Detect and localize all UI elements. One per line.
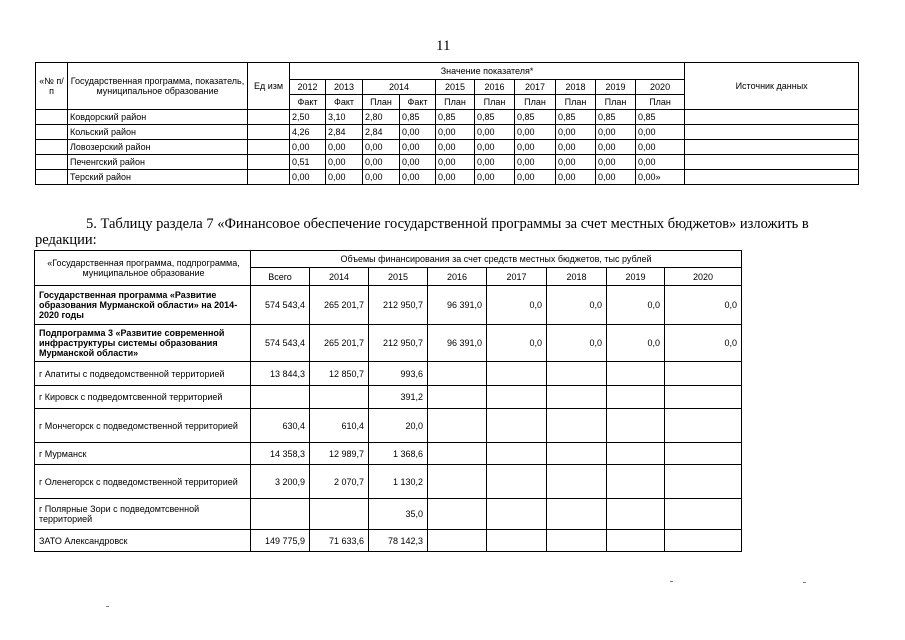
amount-cell <box>665 386 742 409</box>
indicator-value: 0,00 <box>596 140 636 155</box>
indicator-value: 0,00 <box>290 170 326 185</box>
table-row <box>35 443 742 465</box>
indicator-value: 0,00 <box>596 170 636 185</box>
row-name: г Апатиты с подведомственной территорией <box>35 362 251 386</box>
indicator-value: 0,00 <box>400 140 436 155</box>
amount-cell: 12 850,7 <box>310 362 369 386</box>
amount-cell: 0,0 <box>547 325 607 362</box>
indicator-value: 0,51 <box>290 155 326 170</box>
col-header: 2016 <box>428 268 487 286</box>
indicator-value: 0,00 <box>363 170 400 185</box>
indicator-value: 0,00 <box>475 170 515 185</box>
amount-cell <box>428 409 487 443</box>
table-row <box>35 286 742 325</box>
table-row <box>36 170 859 185</box>
empty-cell <box>36 125 68 140</box>
amount-cell: 993,6 <box>369 362 428 386</box>
amount-cell <box>487 386 547 409</box>
indicator-value: 0,00 <box>290 140 326 155</box>
amount-cell <box>251 386 310 409</box>
row-name: Государственная программа «Развитие образования Мурманской области» на 2014-2020 годы <box>35 286 251 325</box>
empty-cell <box>685 140 859 155</box>
kind-header: План <box>515 95 556 110</box>
indicator-value: 4,26 <box>290 125 326 140</box>
col-header: Всего <box>251 268 310 286</box>
empty-cell <box>685 125 859 140</box>
row-name: Подпрограмма 3 «Развитие современной инфраструктуры системы образования Мурманской области» <box>35 325 251 362</box>
amount-cell: 96 391,0 <box>428 325 487 362</box>
empty-cell <box>36 110 68 125</box>
amount-cell: 265 201,7 <box>310 286 369 325</box>
table-row <box>36 110 859 125</box>
indicator-value: 0,00 <box>515 170 556 185</box>
kind-header: План <box>475 95 515 110</box>
table-row <box>35 325 742 362</box>
amount-cell <box>607 443 665 465</box>
indicator-table <box>35 62 859 185</box>
indicator-value: 0,00 <box>436 170 475 185</box>
indicator-value: 0,85 <box>596 110 636 125</box>
indicator-value: 0,85 <box>436 110 475 125</box>
empty-cell <box>248 170 290 185</box>
indicator-value: 0,00 <box>326 140 363 155</box>
indicator-value: 0,00 <box>515 140 556 155</box>
scan-speck <box>803 582 806 583</box>
amount-cell <box>607 465 665 499</box>
amount-cell <box>428 465 487 499</box>
amount-cell: 574 543,4 <box>251 325 310 362</box>
empty-cell <box>248 140 290 155</box>
amount-cell: 12 989,7 <box>310 443 369 465</box>
empty-cell <box>248 125 290 140</box>
amount-cell: 0,0 <box>487 325 547 362</box>
table-row <box>36 155 859 170</box>
amount-cell <box>665 409 742 443</box>
indicator-value: 0,85 <box>515 110 556 125</box>
table-row <box>35 386 742 409</box>
amount-cell <box>607 362 665 386</box>
district-name: Терский район <box>68 170 248 185</box>
indicator-value: 0,00 <box>400 125 436 140</box>
amount-cell <box>428 530 487 552</box>
row-name: г Кировск с подведомтсвенной территорией <box>35 386 251 409</box>
row-name: г Полярные Зори с подведомтсвенной территорией <box>35 499 251 530</box>
amount-cell <box>547 499 607 530</box>
row-name: ЗАТО Александровск <box>35 530 251 552</box>
empty-cell <box>248 110 290 125</box>
amount-cell: 14 358,3 <box>251 443 310 465</box>
amount-cell <box>487 443 547 465</box>
amount-cell: 265 201,7 <box>310 325 369 362</box>
indicator-value: 0,00 <box>326 170 363 185</box>
empty-cell <box>685 110 859 125</box>
kind-header: План <box>636 95 685 110</box>
col-header: 2018 <box>547 268 607 286</box>
indicator-value: 2,84 <box>363 125 400 140</box>
indicator-value: 0,00 <box>436 125 475 140</box>
page-number: 11 <box>436 38 451 54</box>
indicator-value: 0,85 <box>475 110 515 125</box>
indicator-value: 0,00 <box>363 155 400 170</box>
district-name: Ковдорский район <box>68 110 248 125</box>
amount-cell: 1 368,6 <box>369 443 428 465</box>
amount-cell <box>487 362 547 386</box>
amount-cell: 96 391,0 <box>428 286 487 325</box>
indicator-value: 0,00 <box>475 125 515 140</box>
amount-cell: 71 633,6 <box>310 530 369 552</box>
amount-cell: 1 130,2 <box>369 465 428 499</box>
indicator-value: 2,50 <box>290 110 326 125</box>
col-header: 2014 <box>310 268 369 286</box>
kind-header: План <box>363 95 400 110</box>
amount-cell: 574 543,4 <box>251 286 310 325</box>
kind-header: План <box>556 95 596 110</box>
empty-cell <box>248 155 290 170</box>
empty-cell <box>685 170 859 185</box>
amount-cell <box>487 499 547 530</box>
header-source: Источник данных <box>685 63 859 110</box>
kind-header: План <box>596 95 636 110</box>
row-name: г Мурманск <box>35 443 251 465</box>
empty-cell <box>36 140 68 155</box>
year-header: 2015 <box>436 80 475 95</box>
financing-table <box>34 250 742 552</box>
indicator-value: 0,00 <box>326 155 363 170</box>
amount-cell <box>428 362 487 386</box>
amount-cell: 20,0 <box>369 409 428 443</box>
amount-cell <box>547 465 607 499</box>
year-header: 2013 <box>326 80 363 95</box>
header-name: «Государственная программа, подпрограмма, муниципальное образование <box>35 251 251 286</box>
table-row <box>35 499 742 530</box>
indicator-value: 0,00 <box>400 170 436 185</box>
table-row <box>36 140 859 155</box>
indicator-value: 0,00» <box>636 170 685 185</box>
header-num: «№ п/п <box>36 63 68 110</box>
table-row <box>35 409 742 443</box>
amount-cell: 630,4 <box>251 409 310 443</box>
amount-cell <box>487 530 547 552</box>
district-name: Кольский район <box>68 125 248 140</box>
year-header: 2020 <box>636 80 685 95</box>
amount-cell <box>665 362 742 386</box>
indicator-value: 0,85 <box>556 110 596 125</box>
amount-cell <box>607 499 665 530</box>
col-header: 2019 <box>607 268 665 286</box>
year-header: 2016 <box>475 80 515 95</box>
indicator-value: 0,00 <box>556 155 596 170</box>
kind-header: Факт <box>326 95 363 110</box>
amount-cell: 610,4 <box>310 409 369 443</box>
district-name: Ловозерский район <box>68 140 248 155</box>
indicator-value: 0,00 <box>515 155 556 170</box>
table-row <box>35 362 742 386</box>
amount-cell <box>547 362 607 386</box>
amount-cell <box>607 530 665 552</box>
amount-cell <box>251 499 310 530</box>
amount-cell: 0,0 <box>665 325 742 362</box>
col-header: 2020 <box>665 268 742 286</box>
col-header: 2017 <box>487 268 547 286</box>
indicator-value: 0,00 <box>436 140 475 155</box>
amount-cell <box>665 530 742 552</box>
empty-cell <box>685 155 859 170</box>
header-name: Государственная программа, показатель, муниципальное образование <box>68 63 248 110</box>
district-name: Печенгский район <box>68 155 248 170</box>
year-header: 2012 <box>290 80 326 95</box>
indicator-value: 0,00 <box>363 140 400 155</box>
amount-cell: 391,2 <box>369 386 428 409</box>
table-row <box>35 530 742 552</box>
amount-cell <box>310 499 369 530</box>
indicator-value: 0,00 <box>596 125 636 140</box>
empty-cell <box>36 155 68 170</box>
indicator-value: 3,10 <box>326 110 363 125</box>
indicator-value: 0,00 <box>400 155 436 170</box>
header-volume: Объемы финансирования за счет средств местных бюджетов, тыс рублей <box>251 251 742 268</box>
indicator-value: 0,85 <box>400 110 436 125</box>
table-row <box>36 125 859 140</box>
amount-cell <box>487 409 547 443</box>
amount-cell <box>428 499 487 530</box>
indicator-value: 0,00 <box>475 155 515 170</box>
amount-cell <box>547 386 607 409</box>
table-row <box>35 465 742 499</box>
year-header: 2014 <box>363 80 436 95</box>
amount-cell <box>547 443 607 465</box>
amount-cell <box>607 409 665 443</box>
amount-cell: 149 775,9 <box>251 530 310 552</box>
indicator-value: 0,00 <box>436 155 475 170</box>
instruction-paragraph: 5. Таблицу раздела 7 «Финансовое обеспечение государственной программы за счет местных бюджетов» изложить в редакции: <box>35 216 809 248</box>
indicator-value: 0,85 <box>636 110 685 125</box>
amount-cell: 0,0 <box>607 325 665 362</box>
col-header: 2015 <box>369 268 428 286</box>
amount-cell <box>428 386 487 409</box>
indicator-value: 0,00 <box>636 125 685 140</box>
amount-cell <box>487 465 547 499</box>
kind-header: Факт <box>400 95 436 110</box>
indicator-value: 2,84 <box>326 125 363 140</box>
indicator-value: 0,00 <box>556 140 596 155</box>
empty-cell <box>36 170 68 185</box>
amount-cell: 0,0 <box>487 286 547 325</box>
indicator-value: 0,00 <box>556 125 596 140</box>
amount-cell <box>607 386 665 409</box>
header-value: Значение показателя* <box>290 63 685 80</box>
kind-header: План <box>436 95 475 110</box>
amount-cell <box>665 465 742 499</box>
amount-cell <box>310 386 369 409</box>
amount-cell: 0,0 <box>665 286 742 325</box>
amount-cell: 212 950,7 <box>369 325 428 362</box>
amount-cell: 13 844,3 <box>251 362 310 386</box>
indicator-value: 0,00 <box>556 170 596 185</box>
kind-header: Факт <box>290 95 326 110</box>
indicator-value: 0,00 <box>596 155 636 170</box>
indicator-value: 0,00 <box>636 155 685 170</box>
amount-cell <box>665 499 742 530</box>
amount-cell <box>665 443 742 465</box>
amount-cell: 35,0 <box>369 499 428 530</box>
year-header: 2017 <box>515 80 556 95</box>
indicator-value: 0,00 <box>475 140 515 155</box>
row-name: г Оленегорск с подведомственной территорией <box>35 465 251 499</box>
amount-cell: 0,0 <box>547 286 607 325</box>
indicator-value: 2,80 <box>363 110 400 125</box>
amount-cell <box>547 530 607 552</box>
amount-cell: 212 950,7 <box>369 286 428 325</box>
amount-cell: 78 142,3 <box>369 530 428 552</box>
year-header: 2019 <box>596 80 636 95</box>
indicator-value: 0,00 <box>636 140 685 155</box>
header-unit: Ед изм <box>248 63 290 110</box>
amount-cell: 2 070,7 <box>310 465 369 499</box>
year-header: 2018 <box>556 80 596 95</box>
amount-cell <box>428 443 487 465</box>
scan-speck <box>106 606 109 607</box>
scan-speck <box>670 581 673 582</box>
row-name: г Мончегорск с подведомственной территорией <box>35 409 251 443</box>
indicator-value: 0,00 <box>515 125 556 140</box>
amount-cell <box>547 409 607 443</box>
amount-cell: 3 200,9 <box>251 465 310 499</box>
amount-cell: 0,0 <box>607 286 665 325</box>
